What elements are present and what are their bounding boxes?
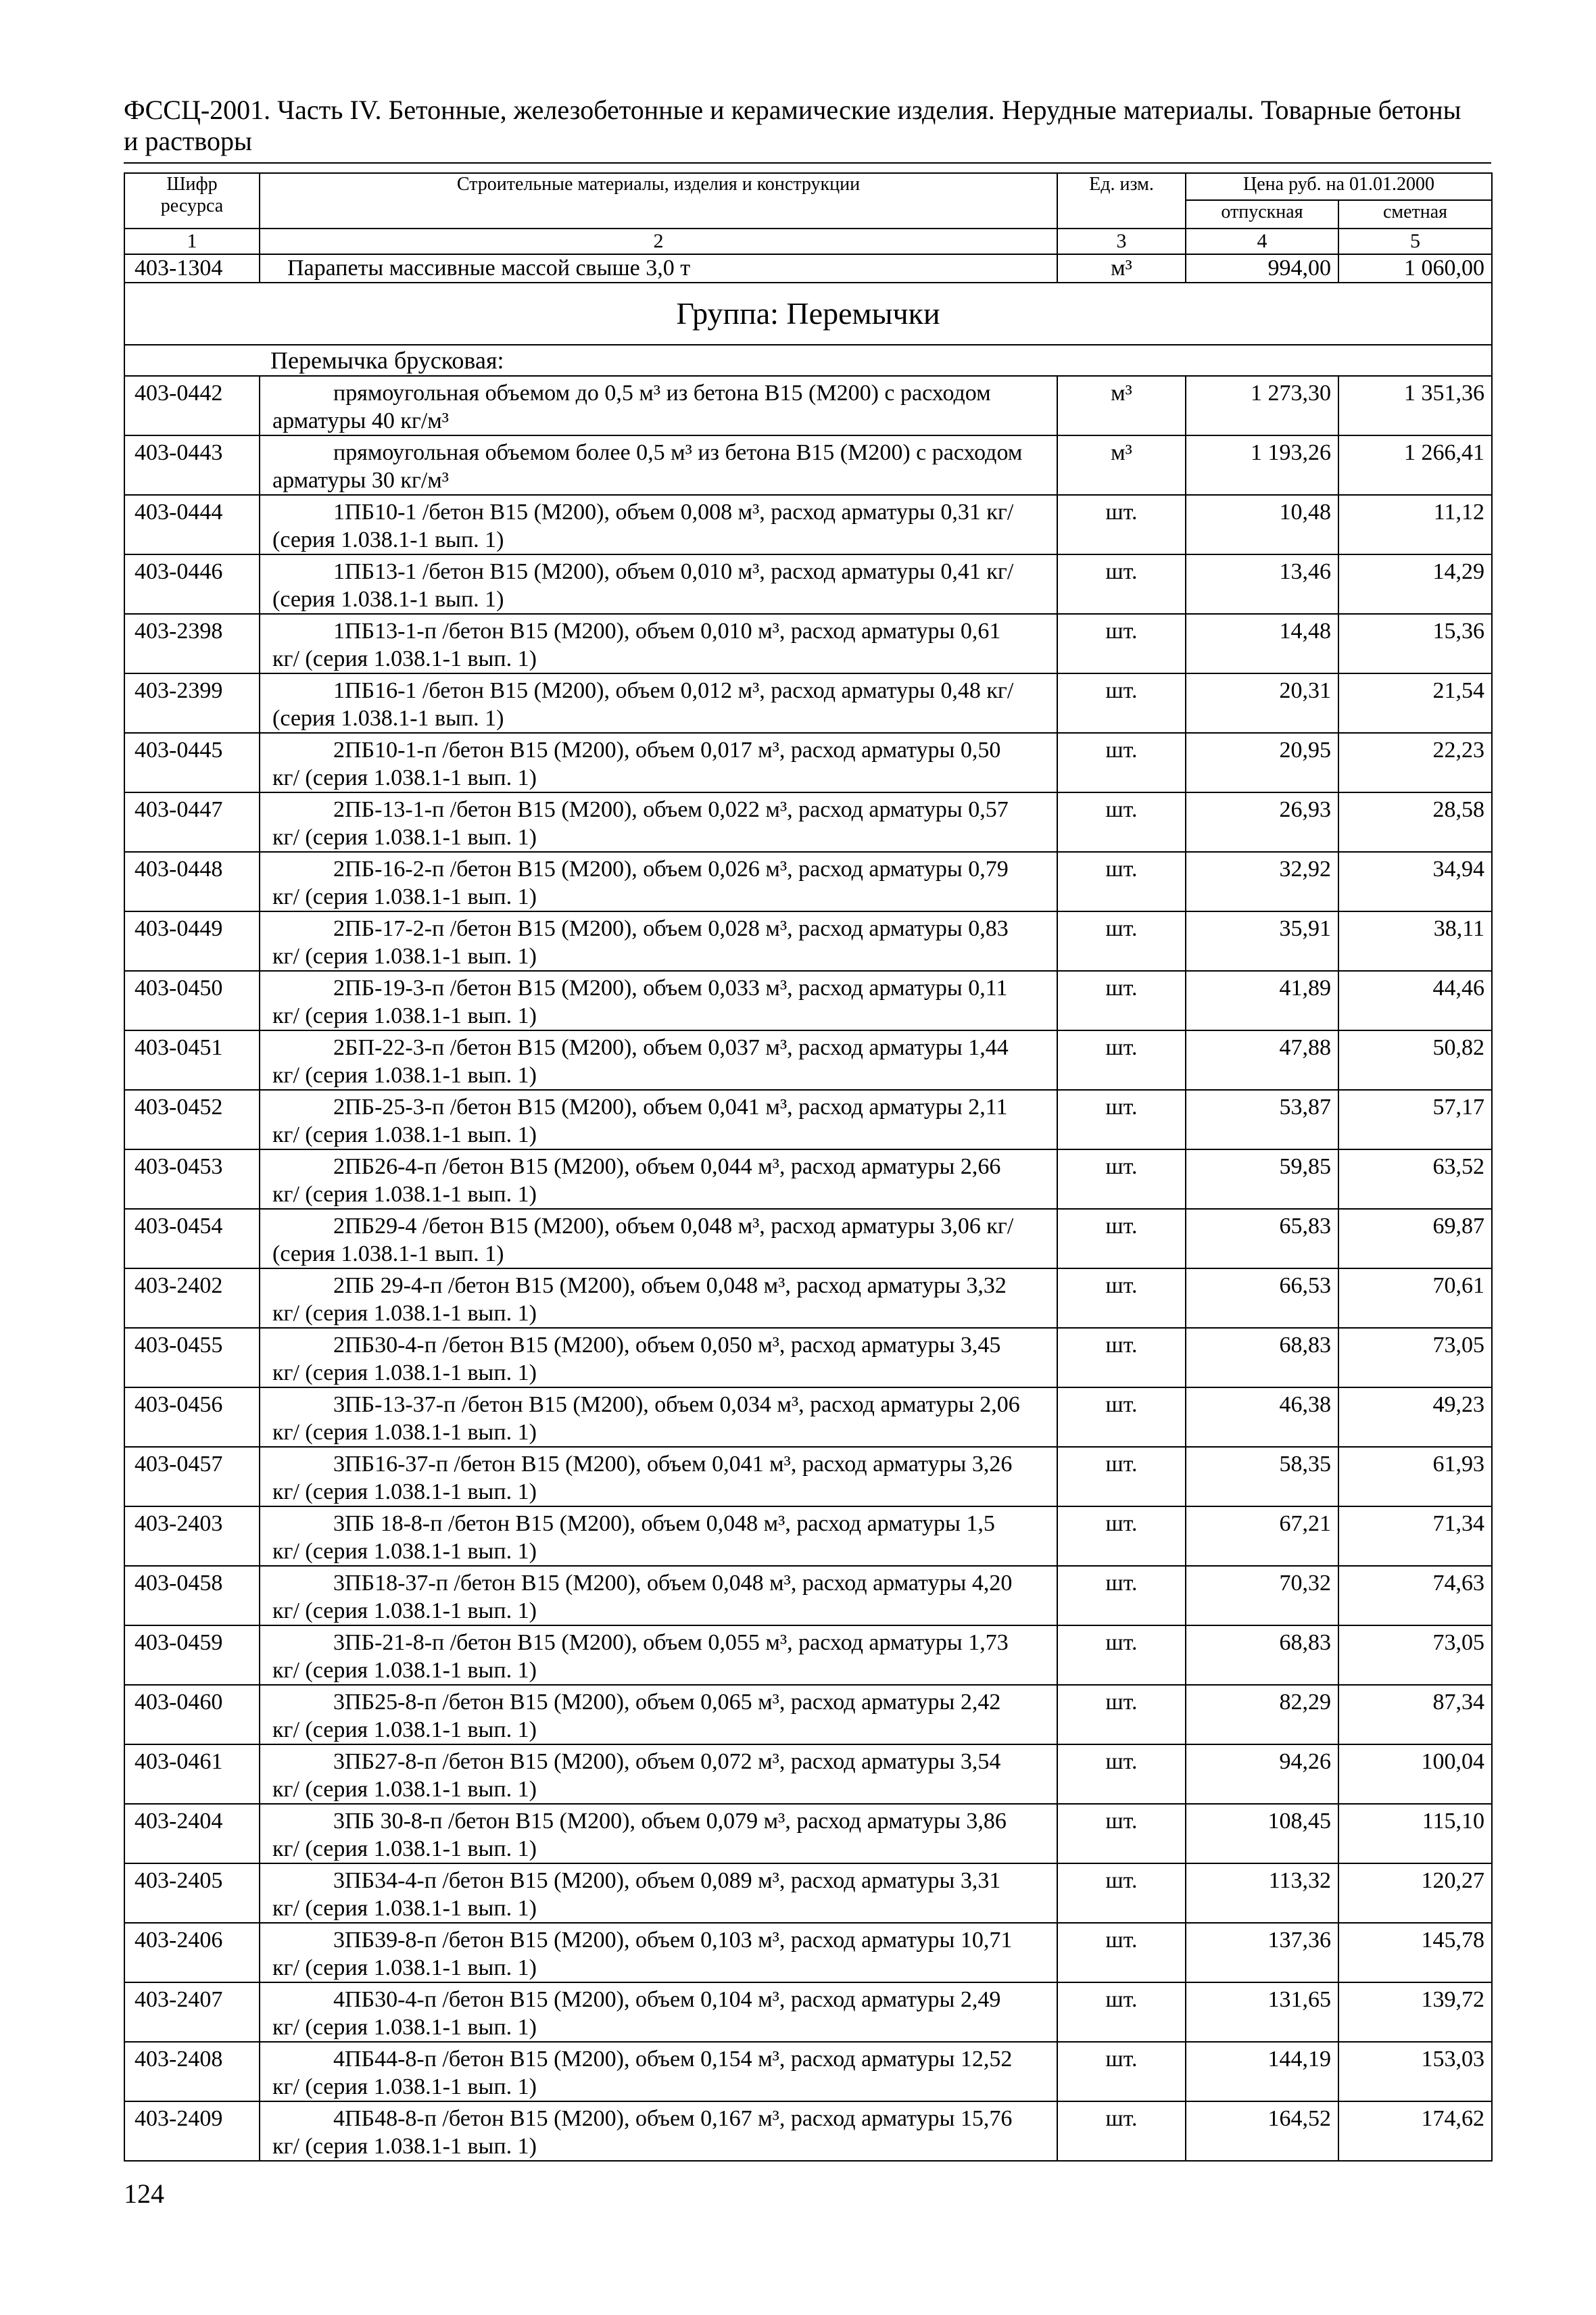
description-line: 2ПБ-13-1-п /бетон В15 (М200), объем 0,022 м³, расход арматуры 0,57 — [333, 797, 1009, 822]
price-release: 14,48 — [1186, 614, 1338, 673]
table-row — [124, 852, 1492, 911]
price-estimate: 115,10 — [1338, 1804, 1492, 1863]
price-release: 20,95 — [1186, 733, 1338, 792]
price-release: 94,26 — [1186, 1744, 1338, 1804]
description-line: кг/ (серия 1.038.1-1 вып. 1) — [272, 2134, 537, 2159]
price-estimate: 21,54 — [1338, 673, 1492, 733]
description-line: 1ПБ13-1-п /бетон В15 (М200), объем 0,010 м³, расход арматуры 0,61 — [333, 619, 1001, 644]
price-release: 32,92 — [1186, 852, 1338, 911]
price-release: 82,29 — [1186, 1685, 1338, 1744]
price-estimate: 174,62 — [1338, 2101, 1492, 2161]
description-line: прямоугольная объемом до 0,5 м³ из бетона В15 (М200) с расходом — [333, 381, 991, 406]
price-release: 35,91 — [1186, 911, 1338, 971]
resource-description — [260, 1268, 1057, 1328]
resource-code: 403-0447 — [124, 792, 260, 852]
price-release: 113,32 — [1186, 1863, 1338, 1923]
table-row — [124, 554, 1492, 614]
group-row — [124, 283, 1492, 345]
price-estimate: 69,87 — [1338, 1209, 1492, 1268]
description-line: кг/ (серия 1.038.1-1 вып. 1) — [272, 1896, 537, 1921]
resource-description — [260, 971, 1057, 1030]
description-line: кг/ (серия 1.038.1-1 вып. 1) — [272, 1658, 537, 1683]
table-row — [124, 971, 1492, 1030]
description-line: кг/ (серия 1.038.1-1 вып. 1) — [272, 1122, 537, 1147]
resource-unit: шт. — [1057, 1863, 1186, 1923]
header-price: Цена руб. на 01.01.2000 — [1186, 173, 1492, 200]
table-row — [124, 1744, 1492, 1804]
description-line: 2ПБ30-4-п /бетон В15 (М200), объем 0,050 м³, расход арматуры 3,45 — [333, 1333, 1001, 1358]
price-release: 68,83 — [1186, 1328, 1338, 1387]
resource-code: 403-2407 — [124, 1982, 260, 2042]
price-estimate: 15,36 — [1338, 614, 1492, 673]
resource-unit: шт. — [1057, 1804, 1186, 1863]
resource-code: 403-1304 — [124, 254, 260, 283]
table-row — [124, 1566, 1492, 1625]
resource-code: 403-2399 — [124, 673, 260, 733]
resource-code: 403-0448 — [124, 852, 260, 911]
page-number: 124 — [124, 2178, 164, 2209]
table-row — [124, 1030, 1492, 1090]
price-release: 994,00 — [1186, 254, 1338, 283]
resource-description — [260, 614, 1057, 673]
resource-description — [260, 495, 1057, 554]
description-line: кг/ (серия 1.038.1-1 вып. 1) — [272, 1003, 537, 1028]
price-release: 10,48 — [1186, 495, 1338, 554]
price-release: 1 273,30 — [1186, 376, 1338, 435]
table-row — [124, 1328, 1492, 1387]
table-row — [124, 2101, 1492, 2161]
table-row — [124, 1268, 1492, 1328]
description-line: (серия 1.038.1-1 вып. 1) — [272, 587, 504, 612]
description-line: кг/ (серия 1.038.1-1 вып. 1) — [272, 944, 537, 969]
description-line: кг/ (серия 1.038.1-1 вып. 1) — [272, 1717, 537, 1742]
table-row — [124, 376, 1492, 435]
price-release: 67,21 — [1186, 1506, 1338, 1566]
description-line: 2БП-22-3-п /бетон В15 (М200), объем 0,037 м³, расход арматуры 1,44 — [333, 1035, 1009, 1060]
resource-unit: м³ — [1057, 435, 1186, 495]
resource-description — [260, 852, 1057, 911]
description-line: кг/ (серия 1.038.1-1 вып. 1) — [272, 646, 537, 671]
price-estimate: 1 060,00 — [1338, 254, 1492, 283]
page-title: ФССЦ-2001. Часть IV. Бетонные, железобетонные и керамические изделия. Нерудные материалы. Товарные бетоны и растворы — [124, 95, 1461, 156]
price-estimate: 139,72 — [1338, 1982, 1492, 2042]
price-release: 137,36 — [1186, 1923, 1338, 1982]
table-row — [124, 1209, 1492, 1268]
price-estimate: 71,34 — [1338, 1506, 1492, 1566]
resource-unit: шт. — [1057, 1149, 1186, 1209]
resource-unit: шт. — [1057, 1387, 1186, 1447]
resource-code: 403-0455 — [124, 1328, 260, 1387]
resource-description — [260, 1804, 1057, 1863]
header-price-estimate: сметная — [1338, 200, 1492, 229]
resource-description — [260, 911, 1057, 971]
price-release: 108,45 — [1186, 1804, 1338, 1863]
table-row — [124, 435, 1492, 495]
description-line: арматуры 40 кг/м³ — [272, 408, 449, 433]
resource-code: 403-2408 — [124, 2042, 260, 2101]
price-estimate: 145,78 — [1338, 1923, 1492, 1982]
resource-description — [260, 1149, 1057, 1209]
resource-description — [260, 1328, 1057, 1387]
resource-code: 403-0442 — [124, 376, 260, 435]
resource-code: 403-0459 — [124, 1625, 260, 1685]
price-estimate: 61,93 — [1338, 1447, 1492, 1506]
description-line: кг/ (серия 1.038.1-1 вып. 1) — [272, 1836, 537, 1861]
description-line: 2ПБ-17-2-п /бетон В15 (М200), объем 0,028 м³, расход арматуры 0,83 — [333, 916, 1009, 941]
price-estimate: 50,82 — [1338, 1030, 1492, 1090]
table-row — [124, 495, 1492, 554]
table-row — [124, 1506, 1492, 1566]
price-estimate: 70,61 — [1338, 1268, 1492, 1328]
description-line: 2ПБ 29-4-п /бетон В15 (М200), объем 0,048 м³, расход арматуры 3,32 — [333, 1273, 1007, 1298]
subgroup-row — [124, 345, 1492, 376]
resource-description — [260, 2042, 1057, 2101]
price-release: 13,46 — [1186, 554, 1338, 614]
description-line: кг/ (серия 1.038.1-1 вып. 1) — [272, 1182, 537, 1207]
description-line: 1ПБ10-1 /бетон В15 (М200), объем 0,008 м³, расход арматуры 0,31 кг/ — [333, 500, 1014, 525]
description-line: 4ПБ48-8-п /бетон В15 (М200), объем 0,167 м³, расход арматуры 15,76 — [333, 2106, 1013, 2131]
description-line: 2ПБ-25-3-п /бетон В15 (М200), объем 0,041 м³, расход арматуры 2,11 — [333, 1095, 1008, 1120]
table-row — [124, 1090, 1492, 1149]
resource-unit: шт. — [1057, 792, 1186, 852]
resource-code: 403-0460 — [124, 1685, 260, 1744]
resource-unit: шт. — [1057, 1268, 1186, 1328]
description-line: 1ПБ13-1 /бетон В15 (М200), объем 0,010 м³, расход арматуры 0,41 кг/ — [333, 559, 1014, 584]
table-row — [124, 1685, 1492, 1744]
table-row — [124, 1625, 1492, 1685]
resource-code: 403-0456 — [124, 1387, 260, 1447]
resource-code: 403-0450 — [124, 971, 260, 1030]
price-estimate: 100,04 — [1338, 1744, 1492, 1804]
resource-code: 403-0451 — [124, 1030, 260, 1090]
resource-description — [260, 1685, 1057, 1744]
resource-description — [260, 1506, 1057, 1566]
resource-unit: шт. — [1057, 1209, 1186, 1268]
column-number: 2 — [260, 229, 1057, 254]
resource-unit: шт. — [1057, 614, 1186, 673]
resource-code: 403-0449 — [124, 911, 260, 971]
price-release: 131,65 — [1186, 1982, 1338, 2042]
table-row — [124, 1447, 1492, 1506]
resource-code: 403-2402 — [124, 1268, 260, 1328]
price-estimate: 74,63 — [1338, 1566, 1492, 1625]
description-line: 4ПБ30-4-п /бетон В15 (М200), объем 0,104 м³, расход арматуры 2,49 — [333, 1987, 1001, 2012]
resource-unit: шт. — [1057, 1447, 1186, 1506]
price-estimate: 28,58 — [1338, 792, 1492, 852]
description-line: кг/ (серия 1.038.1-1 вып. 1) — [272, 1598, 537, 1623]
price-estimate: 57,17 — [1338, 1090, 1492, 1149]
resource-code: 403-0452 — [124, 1090, 260, 1149]
price-release: 59,85 — [1186, 1149, 1338, 1209]
resource-description — [260, 1387, 1057, 1447]
description-line: 3ПБ27-8-п /бетон В15 (М200), объем 0,072 м³, расход арматуры 3,54 — [333, 1749, 1001, 1774]
description-line: 2ПБ-19-3-п /бетон В15 (М200), объем 0,033 м³, расход арматуры 0,11 — [333, 976, 1008, 1001]
resource-unit: шт. — [1057, 852, 1186, 911]
resource-description — [260, 1744, 1057, 1804]
price-estimate: 49,23 — [1338, 1387, 1492, 1447]
price-estimate: 11,12 — [1338, 495, 1492, 554]
resource-description — [260, 1923, 1057, 1982]
price-estimate: 14,29 — [1338, 554, 1492, 614]
price-estimate: 73,05 — [1338, 1328, 1492, 1387]
description-line: 3ПБ-13-37-п /бетон В15 (М200), объем 0,034 м³, расход арматуры 2,06 — [333, 1392, 1020, 1417]
price-estimate: 34,94 — [1338, 852, 1492, 911]
header-description: Строительные материалы, изделия и конструкции — [260, 173, 1057, 229]
price-release: 58,35 — [1186, 1447, 1338, 1506]
header-code: Шифр ресурса — [124, 173, 260, 229]
resource-code: 403-2406 — [124, 1923, 260, 1982]
resource-code: 403-0446 — [124, 554, 260, 614]
resource-description — [260, 1982, 1057, 2042]
description-line: (серия 1.038.1-1 вып. 1) — [272, 527, 504, 552]
resource-unit: шт. — [1057, 1506, 1186, 1566]
price-estimate: 22,23 — [1338, 733, 1492, 792]
resource-unit: шт. — [1057, 911, 1186, 971]
table-row — [124, 1804, 1492, 1863]
description-line: 2ПБ29-4 /бетон В15 (М200), объем 0,048 м³, расход арматуры 3,06 кг/ — [333, 1214, 1014, 1239]
resource-unit: шт. — [1057, 733, 1186, 792]
price-release: 47,88 — [1186, 1030, 1338, 1090]
resource-table — [124, 172, 1493, 2162]
table-row — [124, 1863, 1492, 1923]
column-number: 1 — [124, 229, 260, 254]
price-estimate: 38,11 — [1338, 911, 1492, 971]
table-row — [124, 1149, 1492, 1209]
resource-code: 403-0444 — [124, 495, 260, 554]
table-row — [124, 1923, 1492, 1982]
resource-unit: шт. — [1057, 2101, 1186, 2161]
header-rule — [124, 162, 1491, 164]
resource-description — [260, 1863, 1057, 1923]
description-line: 3ПБ-21-8-п /бетон В15 (М200), объем 0,055 м³, расход арматуры 1,73 — [333, 1630, 1009, 1655]
description-line: кг/ (серия 1.038.1-1 вып. 1) — [272, 2074, 537, 2099]
description-line: арматуры 30 кг/м³ — [272, 468, 449, 493]
description-line: кг/ (серия 1.038.1-1 вып. 1) — [272, 825, 537, 850]
description-line: кг/ (серия 1.038.1-1 вып. 1) — [272, 1063, 537, 1088]
resource-unit: шт. — [1057, 1328, 1186, 1387]
price-release: 1 193,26 — [1186, 435, 1338, 495]
resource-unit: шт. — [1057, 495, 1186, 554]
description-line: (серия 1.038.1-1 вып. 1) — [272, 706, 504, 731]
header-unit: Ед. изм. — [1057, 173, 1186, 229]
description-line: 3ПБ34-4-п /бетон В15 (М200), объем 0,089 м³, расход арматуры 3,31 — [333, 1868, 1001, 1893]
table-row — [124, 792, 1492, 852]
resource-code: 403-2409 — [124, 2101, 260, 2161]
price-estimate: 1 351,36 — [1338, 376, 1492, 435]
description-line: 3ПБ39-8-п /бетон В15 (М200), объем 0,103 м³, расход арматуры 10,71 — [333, 1928, 1013, 1953]
resource-description — [260, 1090, 1057, 1149]
description-line: 2ПБ-16-2-п /бетон В15 (М200), объем 0,026 м³, расход арматуры 0,79 — [333, 857, 1009, 882]
resource-unit: м³ — [1057, 376, 1186, 435]
description-line: 3ПБ16-37-п /бетон В15 (М200), объем 0,041 м³, расход арматуры 3,26 — [333, 1452, 1013, 1477]
resource-description — [260, 673, 1057, 733]
description-line: кг/ (серия 1.038.1-1 вып. 1) — [272, 1539, 537, 1564]
resource-description — [260, 1209, 1057, 1268]
resource-description: Парапеты массивные массой свыше 3,0 т — [260, 254, 1057, 283]
resource-unit: шт. — [1057, 1566, 1186, 1625]
resource-unit: шт. — [1057, 1625, 1186, 1685]
description-line: кг/ (серия 1.038.1-1 вып. 1) — [272, 1420, 537, 1445]
resource-unit: шт. — [1057, 673, 1186, 733]
resource-description — [260, 435, 1057, 495]
resource-unit: шт. — [1057, 1090, 1186, 1149]
resource-description — [260, 2101, 1057, 2161]
resource-description — [260, 1625, 1057, 1685]
price-release: 65,83 — [1186, 1209, 1338, 1268]
resource-description — [260, 792, 1057, 852]
description-line: кг/ (серия 1.038.1-1 вып. 1) — [272, 1479, 537, 1504]
resource-unit: шт. — [1057, 1685, 1186, 1744]
resource-unit: шт. — [1057, 971, 1186, 1030]
price-release: 68,83 — [1186, 1625, 1338, 1685]
description-line: кг/ (серия 1.038.1-1 вып. 1) — [272, 765, 537, 790]
description-line: 2ПБ10-1-п /бетон В15 (М200), объем 0,017 м³, расход арматуры 0,50 — [333, 738, 1001, 763]
description-line: кг/ (серия 1.038.1-1 вып. 1) — [272, 1301, 537, 1326]
table-row — [124, 254, 1492, 283]
price-estimate: 1 266,41 — [1338, 435, 1492, 495]
description-line: 3ПБ 30-8-п /бетон В15 (М200), объем 0,079 м³, расход арматуры 3,86 — [333, 1809, 1007, 1834]
description-line: 3ПБ25-8-п /бетон В15 (М200), объем 0,065 м³, расход арматуры 2,42 — [333, 1690, 1001, 1715]
price-release: 41,89 — [1186, 971, 1338, 1030]
resource-code: 403-0457 — [124, 1447, 260, 1506]
description-line: 3ПБ18-37-п /бетон В15 (М200), объем 0,048 м³, расход арматуры 4,20 — [333, 1571, 1013, 1596]
description-line: кг/ (серия 1.038.1-1 вып. 1) — [272, 1777, 537, 1802]
resource-code: 403-0453 — [124, 1149, 260, 1209]
table-row — [124, 733, 1492, 792]
resource-description — [260, 733, 1057, 792]
description-line: 1ПБ16-1 /бетон В15 (М200), объем 0,012 м³, расход арматуры 0,48 кг/ — [333, 678, 1014, 703]
table-row — [124, 614, 1492, 673]
resource-code: 403-2405 — [124, 1863, 260, 1923]
price-release: 66,53 — [1186, 1268, 1338, 1328]
resource-code: 403-0454 — [124, 1209, 260, 1268]
table-row — [124, 1387, 1492, 1447]
description-line: кг/ (серия 1.038.1-1 вып. 1) — [272, 1955, 537, 1980]
description-line: прямоугольная объемом более 0,5 м³ из бетона В15 (М200) с расходом — [333, 440, 1023, 465]
group-title: Группа: Перемычки — [124, 283, 1492, 345]
resource-code: 403-2404 — [124, 1804, 260, 1863]
resource-description — [260, 1566, 1057, 1625]
resource-unit: шт. — [1057, 2042, 1186, 2101]
resource-description — [260, 1447, 1057, 1506]
column-number: 5 — [1338, 229, 1492, 254]
resource-unit: шт. — [1057, 1982, 1186, 2042]
resource-unit: шт. — [1057, 1923, 1186, 1982]
resource-description — [260, 554, 1057, 614]
description-line: (серия 1.038.1-1 вып. 1) — [272, 1241, 504, 1266]
resource-code: 403-0458 — [124, 1566, 260, 1625]
price-estimate: 120,27 — [1338, 1863, 1492, 1923]
resource-code: 403-2398 — [124, 614, 260, 673]
price-release: 20,31 — [1186, 673, 1338, 733]
description-line: 3ПБ 18-8-п /бетон В15 (М200), объем 0,048 м³, расход арматуры 1,5 — [333, 1511, 995, 1536]
price-estimate: 63,52 — [1338, 1149, 1492, 1209]
price-release: 26,93 — [1186, 792, 1338, 852]
price-estimate: 44,46 — [1338, 971, 1492, 1030]
resource-unit: м³ — [1057, 254, 1186, 283]
table-row — [124, 1982, 1492, 2042]
resource-unit: шт. — [1057, 1744, 1186, 1804]
table-row — [124, 2042, 1492, 2101]
resource-unit: шт. — [1057, 554, 1186, 614]
table-row — [124, 673, 1492, 733]
column-number: 4 — [1186, 229, 1338, 254]
price-release: 46,38 — [1186, 1387, 1338, 1447]
price-release: 144,19 — [1186, 2042, 1338, 2101]
description-line: кг/ (серия 1.038.1-1 вып. 1) — [272, 1360, 537, 1385]
resource-code: 403-0461 — [124, 1744, 260, 1804]
resource-unit: шт. — [1057, 1030, 1186, 1090]
price-release: 53,87 — [1186, 1090, 1338, 1149]
price-estimate: 87,34 — [1338, 1685, 1492, 1744]
description-line: 4ПБ44-8-п /бетон В15 (М200), объем 0,154 м³, расход арматуры 12,52 — [333, 2047, 1013, 2072]
header-price-release: отпускная — [1186, 200, 1338, 229]
price-release: 70,32 — [1186, 1566, 1338, 1625]
column-number: 3 — [1057, 229, 1186, 254]
resource-description — [260, 1030, 1057, 1090]
table-row — [124, 911, 1492, 971]
resource-description — [260, 376, 1057, 435]
description-line: кг/ (серия 1.038.1-1 вып. 1) — [272, 884, 537, 909]
resource-code: 403-0443 — [124, 435, 260, 495]
description-line: 2ПБ26-4-п /бетон В15 (М200), объем 0,044 м³, расход арматуры 2,66 — [333, 1154, 1001, 1179]
description-line: кг/ (серия 1.038.1-1 вып. 1) — [272, 2015, 537, 2040]
resource-code: 403-2403 — [124, 1506, 260, 1566]
subgroup-title: Перемычка брусковая: — [124, 345, 1492, 376]
price-release: 164,52 — [1186, 2101, 1338, 2161]
resource-code: 403-0445 — [124, 733, 260, 792]
price-estimate: 153,03 — [1338, 2042, 1492, 2101]
price-estimate: 73,05 — [1338, 1625, 1492, 1685]
